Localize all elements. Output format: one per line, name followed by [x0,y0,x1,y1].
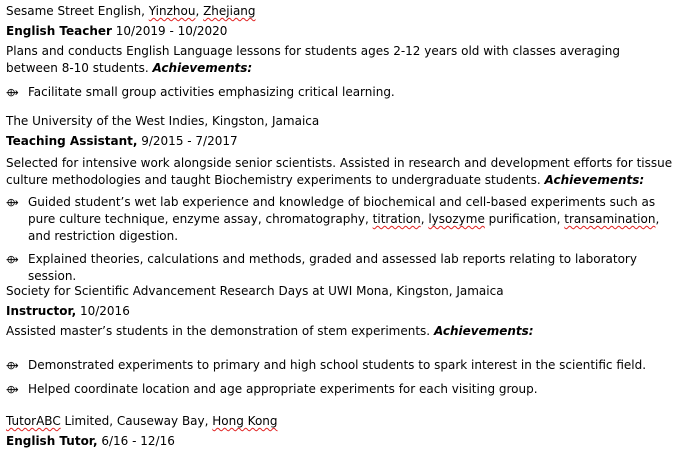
job-title: Instructor, [6,304,77,318]
achievements-label: Achievements: [544,173,645,187]
employer-region: Zhejiang [203,4,256,18]
employer-region: Hong Kong [212,414,278,428]
employer-line [6,113,319,130]
bullet-icon: ⟴ [6,253,19,266]
list-item [6,357,674,374]
list-item [6,381,674,398]
employer-name: TutorABC [6,414,61,428]
employer-location: Limited, Causeway Bay, [60,414,213,428]
job-dates: 10/2016 [76,304,130,318]
role-line [6,133,238,150]
description-text: Assisted master’s students in the demonstration of stem experiments. [6,324,434,338]
job-description [6,155,674,189]
employer-line [6,413,278,430]
bullet-icon: ⟴ [6,359,19,372]
bullet-text: Facilitate small group activities emphasizing critical learning. [28,85,395,99]
role-line [6,433,175,450]
bullet-icon: ⟴ [6,196,19,209]
list-item [6,194,674,245]
bullet-icon: ⟴ [6,383,19,396]
list-item [6,84,674,101]
flagged-word: titration [372,212,421,226]
bullet-text: Demonstrated experiments to primary and high school students to spark interest in the scientific field. [28,358,647,372]
employer-name: Sesame Street English, [6,4,149,18]
bullet-text: Guided student’s wet lab experience and knowledge of biochemical and cell-based experiments such as pure culture technique, enzyme assay, chromatography, titration, lysozyme purification, transamination, and restriction digestion. [28,195,660,243]
job-dates: 10/2019 - 10/2020 [111,24,228,38]
employer-name: The University of the West Indies, Kingston, Jamaica [6,114,320,128]
bullet-icon: ⟴ [6,86,19,99]
job-title: English Tutor, [6,434,98,448]
bullet-text: Helped coordinate location and age appropriate experiments for each visiting group. [28,382,538,396]
job-title: English Teacher [6,24,112,38]
job-description [6,43,674,77]
job-title: Teaching Assistant, [6,134,138,148]
separator: , [195,4,204,18]
bullet-text: Explained theories, calculations and methods, graded and assessed lab reports relating to laboratory session. [28,252,637,283]
job-description [6,323,674,340]
achievements-label: Achievements: [152,61,253,75]
employer-name: Society for Scientific Advancement Research Days at UWI Mona, Kingston, Jamaica [6,284,504,298]
achievements-label: Achievements: [433,324,534,338]
job-dates: 9/2015 - 7/2017 [137,134,238,148]
employer-line [6,3,256,20]
job-dates: 6/16 - 12/16 [97,434,175,448]
role-line [6,23,227,40]
employer-city: Yinzhou [148,4,196,18]
role-line [6,303,130,320]
flagged-word: lysozyme [428,212,485,226]
description-text: Selected for intensive work alongside senior scientists. Assisted in research and development efforts for tissue culture methodologies and taught Biochemistry experiments to undergraduate students. [6,156,673,187]
description-text: Plans and conducts English Language lessons for students ages 2-12 years old with classes averaging between 8-10 students. [6,44,621,75]
employer-line [6,283,504,300]
list-item [6,251,674,285]
flagged-word: transamination [564,212,656,226]
